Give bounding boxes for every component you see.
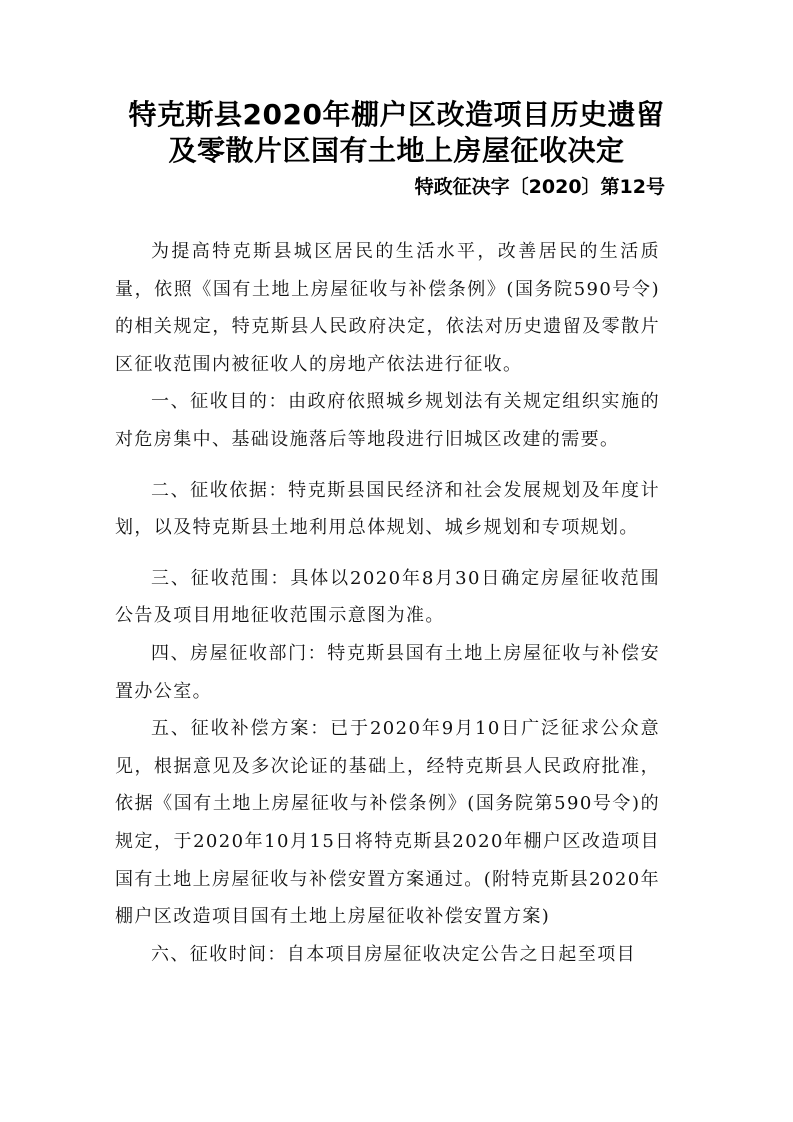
paragraph-intro: 为提高特克斯县城区居民的生活水平，改善居民的生活质量，依照《国有土地上房屋征收与补偿条例》(国务院590号令)的相关规定，特克斯县人民政府决定，依法对历史遗留及零散片区征收范围内被征收人的房地产依法进行征收。 (115, 241, 660, 375)
paragraph-department: 四、房屋征收部门：特克斯县国有土地上房屋征收与补偿安置办公室。 (115, 642, 660, 702)
document-number: 特政征决字〔2020〕第12号 (414, 176, 665, 198)
document-body (115, 233, 660, 973)
paragraph-basis: 二、征收依据：特克斯县国民经济和社会发展规划及年度计划，以及特克斯县土地利用总体规划、城乡规划和专项规划。 (115, 479, 660, 539)
paragraph-compensation-plan: 五、征收补偿方案：已于2020年9月10日广泛征求公众意见，根据意见及多次论证的基础上，经特克斯县人民政府批准，依据《国有土地上房屋征收与补偿条例》(国务院第590号令)的规定，于2020年10月15日将特克斯县2020年棚户区改造项目国有土地上房屋征收与补偿安置方案通过。(附特克斯县2020年棚户区改造项目国有土地上房屋征收补偿安置方案) (115, 718, 660, 928)
paragraph-purpose: 一、征收目的：由政府依照城乡规划法有关规定组织实施的对危房集中、基础设施落后等地段进行旧城区改建的需要。 (115, 391, 660, 450)
paragraph-scope: 三、征收范围：具体以2020年8月30日确定房屋征收范围公告及项目用地征收范围示意图为准。 (115, 567, 660, 627)
document-title-line-2: 及零散片区国有土地上房屋征收决定 (168, 134, 625, 167)
paragraph-time: 六、征收时间：自本项目房屋征收决定公告之日起至项目 (151, 943, 636, 965)
document-title-line-1: 特克斯县2020年棚户区改造项目历史遗留 (128, 98, 665, 131)
